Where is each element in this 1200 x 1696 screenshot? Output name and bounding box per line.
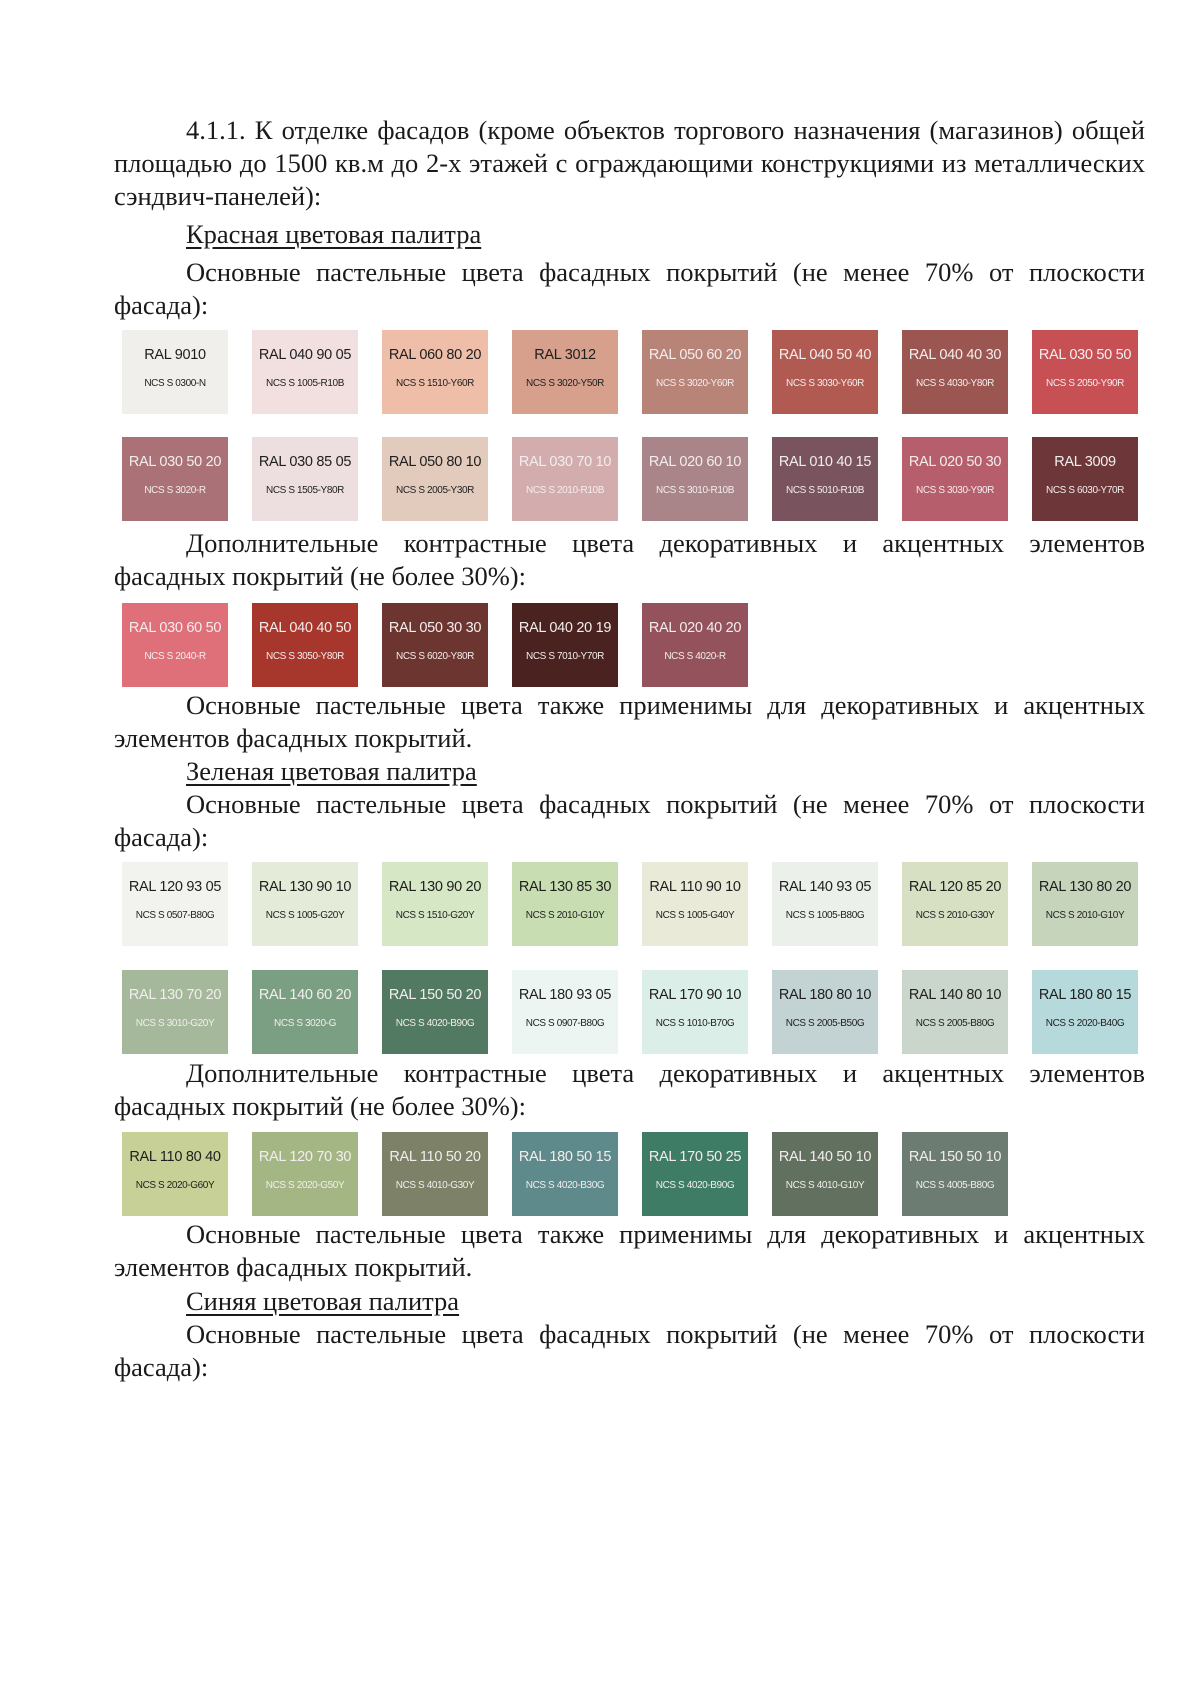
red-palette-heading: Красная цветовая палитра [186, 219, 482, 249]
ncs-code: NCS S 1010-B70G [655, 1018, 735, 1029]
ncs-code: NCS S 2005-B80G [915, 1018, 995, 1029]
color-swatch [512, 1132, 618, 1216]
ncs-code: NCS S 4030-Y80R [916, 378, 994, 389]
ncs-code: NCS S 0507-B80G [135, 910, 215, 921]
ral-code: RAL 050 80 10 [388, 454, 482, 470]
ral-code: RAL 040 40 50 [258, 620, 352, 636]
ral-code: RAL 010 40 15 [778, 454, 872, 470]
ral-code: RAL 050 60 20 [648, 347, 742, 363]
ncs-code: NCS S 5010-R10B [786, 485, 864, 496]
color-swatch [772, 1132, 878, 1216]
color-swatch [512, 330, 618, 414]
color-swatch [1032, 862, 1138, 946]
color-swatch [382, 603, 488, 687]
color-swatch [512, 437, 618, 521]
ral-code: RAL 180 50 15 [518, 1149, 612, 1165]
color-swatch [642, 437, 748, 521]
ral-code: RAL 180 93 05 [518, 987, 612, 1003]
color-swatch [642, 330, 748, 414]
ncs-code: NCS S 3020-Y60R [656, 378, 734, 389]
ral-code: RAL 150 50 20 [388, 987, 482, 1003]
ral-code: RAL 130 70 20 [128, 987, 222, 1003]
color-swatch [512, 862, 618, 946]
ncs-code: NCS S 3030-Y90R [916, 485, 994, 496]
ral-code: RAL 050 30 30 [388, 620, 482, 636]
color-swatch [902, 437, 1008, 521]
ncs-code: NCS S 2020-B40G [1045, 1018, 1125, 1029]
color-swatch [772, 437, 878, 521]
color-swatch [122, 437, 228, 521]
ral-code: RAL 130 85 30 [518, 879, 612, 895]
color-swatch [252, 1132, 358, 1216]
color-swatch [642, 862, 748, 946]
color-swatch [252, 437, 358, 521]
ncs-code: NCS S 6020-Y80R [396, 651, 474, 662]
ral-code: RAL 040 20 19 [518, 620, 612, 636]
ncs-code: NCS S 1505-Y80R [266, 485, 344, 496]
ral-code: RAL 040 40 30 [908, 347, 1002, 363]
ncs-code: NCS S 4010-G10Y [785, 1180, 865, 1191]
ncs-code: NCS S 3020-Y50R [526, 378, 604, 389]
color-swatch [122, 970, 228, 1054]
green-main-caption: Основные пастельные цвета фасадных покрытий (не менее 70% от плоскости фасада): [114, 789, 1145, 852]
ncs-code: NCS S 4020-R [664, 651, 726, 662]
ral-code: RAL 170 90 10 [648, 987, 742, 1003]
ncs-code: NCS S 4020-B90G [655, 1180, 735, 1191]
ncs-code: NCS S 4010-G30Y [395, 1180, 475, 1191]
ncs-code: NCS S 0907-B80G [525, 1018, 605, 1029]
blue-main-caption: Основные пастельные цвета фасадных покрытий (не менее 70% от плоскости фасада): [114, 1319, 1145, 1382]
color-swatch [512, 603, 618, 687]
color-swatch [382, 437, 488, 521]
color-swatch [772, 330, 878, 414]
color-swatch [382, 1132, 488, 1216]
ral-code: RAL 020 60 10 [648, 454, 742, 470]
ral-code: RAL 110 90 10 [649, 879, 741, 895]
ral-code: RAL 130 90 10 [258, 879, 352, 895]
ncs-code: NCS S 2020-G60Y [135, 1180, 215, 1191]
color-swatch [772, 862, 878, 946]
ral-code: RAL 140 80 10 [908, 987, 1002, 1003]
green-accent-caption: Дополнительные контрастные цвета декоративных и акцентных элементов фасадных покрытий (не более 30%): [114, 1058, 1145, 1121]
color-swatch [1032, 970, 1138, 1054]
ncs-code: NCS S 7010-Y70R [526, 651, 604, 662]
ral-code: RAL 140 50 10 [778, 1149, 872, 1165]
ncs-code: NCS S 3020-R [144, 485, 206, 496]
color-swatch [122, 1132, 228, 1216]
green-note: Основные пастельные цвета также применимы для декоративных и акцентных элементов фасадных покрытий. [114, 1219, 1145, 1282]
ncs-code: NCS S 3050-Y80R [266, 651, 344, 662]
ncs-code: NCS S 2050-Y90R [1046, 378, 1124, 389]
ncs-code: NCS S 1510-Y60R [396, 378, 474, 389]
ncs-code: NCS S 1005-R10B [266, 378, 344, 389]
ral-code: RAL 030 50 50 [1038, 347, 1132, 363]
ncs-code: NCS S 0300-N [144, 378, 206, 389]
color-swatch [642, 1132, 748, 1216]
color-swatch [382, 330, 488, 414]
color-swatch [122, 862, 228, 946]
ncs-code: NCS S 3010-G20Y [135, 1018, 215, 1029]
color-swatch [642, 970, 748, 1054]
ral-code: RAL 180 80 15 [1038, 987, 1132, 1003]
ncs-code: NCS S 3010-R10B [656, 485, 734, 496]
color-swatch [1032, 437, 1138, 521]
ncs-code: NCS S 3020-G [274, 1018, 336, 1029]
ncs-code: NCS S 1005-B80G [785, 910, 865, 921]
ral-code: RAL 150 50 10 [908, 1149, 1002, 1165]
ncs-code: NCS S 1510-G20Y [395, 910, 475, 921]
color-swatch [252, 330, 358, 414]
ncs-code: NCS S 2010-G30Y [915, 910, 995, 921]
color-swatch [642, 603, 748, 687]
ral-code: RAL 3009 [1054, 454, 1116, 470]
color-swatch [902, 330, 1008, 414]
ral-code: RAL 030 85 05 [258, 454, 352, 470]
color-swatch [382, 970, 488, 1054]
ral-code: RAL 140 60 20 [258, 987, 352, 1003]
ral-code: RAL 040 50 40 [778, 347, 872, 363]
ral-code: RAL 140 93 05 [778, 879, 872, 895]
color-swatch [122, 330, 228, 414]
ral-code: RAL 170 50 25 [648, 1149, 742, 1165]
ncs-code: NCS S 1005-G20Y [265, 910, 345, 921]
ral-code: RAL 030 60 50 [128, 620, 222, 636]
ral-code: RAL 020 50 30 [908, 454, 1002, 470]
color-swatch [902, 970, 1008, 1054]
ncs-code: NCS S 3030-Y60R [786, 378, 864, 389]
ncs-code: NCS S 4020-B30G [525, 1180, 605, 1191]
ral-code: RAL 030 50 20 [128, 454, 222, 470]
color-swatch [252, 970, 358, 1054]
ral-code: RAL 120 93 05 [128, 879, 222, 895]
ral-code: RAL 130 80 20 [1038, 879, 1132, 895]
ncs-code: NCS S 2005-B50G [785, 1018, 865, 1029]
color-swatch [122, 603, 228, 687]
ncs-code: NCS S 2005-Y30R [396, 485, 474, 496]
ral-code: RAL 040 90 05 [258, 347, 352, 363]
ral-code: RAL 3012 [534, 347, 596, 363]
red-main-caption: Основные пастельные цвета фасадных покрытий (не менее 70% от плоскости фасада): [114, 257, 1145, 320]
ncs-code: NCS S 2010-G10Y [1045, 910, 1125, 921]
red-note: Основные пастельные цвета также применимы для декоративных и акцентных элементов фасадных покрытий. [114, 690, 1145, 753]
ncs-code: NCS S 4005-B80G [915, 1180, 995, 1191]
color-swatch [512, 970, 618, 1054]
color-swatch [902, 1132, 1008, 1216]
green-palette-heading: Зеленая цветовая палитра [186, 756, 477, 786]
ral-code: RAL 120 85 20 [908, 879, 1002, 895]
color-swatch [1032, 330, 1138, 414]
color-swatch [772, 970, 878, 1054]
ncs-code: NCS S 1005-G40Y [655, 910, 735, 921]
ral-code: RAL 020 40 20 [648, 620, 742, 636]
ncs-code: NCS S 2020-G50Y [265, 1180, 345, 1191]
ral-code: RAL 130 90 20 [388, 879, 482, 895]
ral-code: RAL 180 80 10 [778, 987, 872, 1003]
ral-code: RAL 110 50 20 [389, 1149, 481, 1165]
ncs-code: NCS S 2010-R10B [526, 485, 604, 496]
ral-code: RAL 120 70 30 [258, 1149, 352, 1165]
color-swatch [252, 862, 358, 946]
intro-paragraph: 4.1.1. К отделке фасадов (кроме объектов торгового назначения (магазинов) общей площадью до 1500 кв.м до 2-х этажей с ограждающими конструкциями из металлических сэндвич-панелей): [114, 115, 1145, 211]
color-swatch [382, 862, 488, 946]
ral-code: RAL 060 80 20 [388, 347, 482, 363]
ral-code: RAL 030 70 10 [518, 454, 612, 470]
ral-code: RAL 9010 [144, 347, 206, 363]
ncs-code: NCS S 2040-R [144, 651, 206, 662]
ncs-code: NCS S 4020-B90G [395, 1018, 475, 1029]
color-swatch [902, 862, 1008, 946]
ncs-code: NCS S 2010-G10Y [525, 910, 605, 921]
color-swatch [252, 603, 358, 687]
ncs-code: NCS S 6030-Y70R [1046, 485, 1124, 496]
blue-palette-heading: Синяя цветовая палитра [186, 1286, 460, 1316]
red-accent-caption: Дополнительные контрастные цвета декоративных и акцентных элементов фасадных покрытий (не более 30%): [114, 528, 1145, 591]
ral-code: RAL 110 80 40 [129, 1149, 221, 1165]
